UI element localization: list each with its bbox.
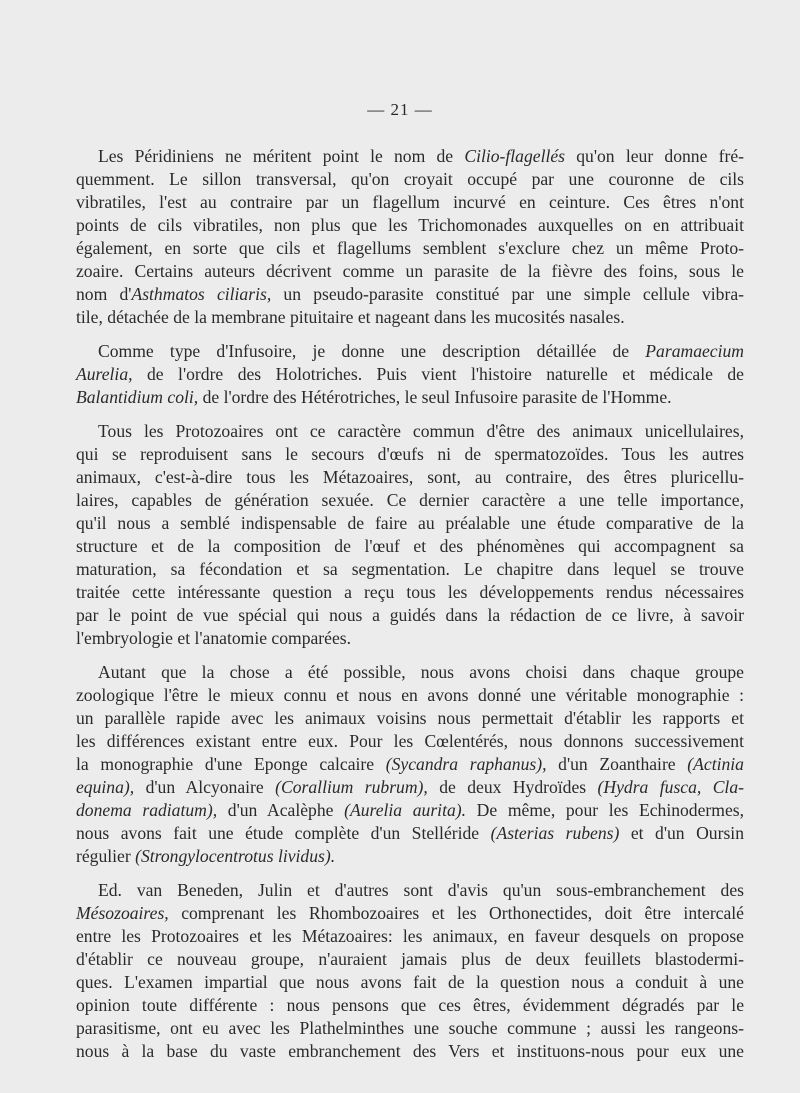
text-run: vibratiles, l'est au contraire par un flagellum incurvé en ceinture. Ces êtres n'ont — [76, 192, 744, 212]
text-line — [76, 581, 744, 604]
text-line — [76, 214, 744, 237]
text-line — [76, 386, 744, 409]
text-run: de deux Hydroïdes — [427, 777, 598, 797]
paragraph-4 — [76, 661, 744, 868]
text-run: quemment. Le sillon transversal, qu'on croyait occupé par une couronne de cils — [76, 169, 744, 189]
text-run: Ed. van Beneden, Julin et d'autres sont d'avis qu'un sous-embranchement des — [98, 880, 744, 900]
body-text — [76, 145, 744, 1074]
text-run: les différences existant entre eux. Pour les Cœlentérés, nous donnons successivement — [76, 731, 744, 751]
text-line — [76, 799, 744, 822]
text-run: nom d' — [76, 284, 132, 304]
text-run: nous à la base du vaste embranchement des Vers et instituons-nous pour eux une — [76, 1041, 744, 1061]
text-line — [76, 948, 744, 971]
text-run: Comme type d'Infusoire, je donne une description détaillée de — [98, 341, 646, 361]
text-line — [76, 191, 744, 214]
text-line — [76, 363, 744, 386]
text-run: Autant que la chose a été possible, nous avons choisi dans chaque groupe — [98, 662, 744, 682]
text-run: la monographie d'une Eponge calcaire — [76, 754, 386, 774]
text-line — [76, 971, 744, 994]
text-line — [76, 684, 744, 707]
italic-term: (Sycandra raphanus), — [385, 754, 547, 774]
text-line — [76, 443, 744, 466]
italic-term: (Actinia — [687, 754, 744, 774]
text-line — [76, 707, 744, 730]
text-run: nous avons fait une étude complète d'un Stelléride — [76, 823, 491, 843]
italic-term: Cilio-flagellés — [464, 146, 566, 166]
text-run: également, en sorte que cils et flagellums semblent s'exclure chez un même Proto- — [76, 238, 744, 258]
text-run: qui se reproduisent sans le secours d'œufs ni de spermatozoïdes. Tous les autres — [76, 444, 744, 464]
text-line — [76, 822, 744, 845]
text-line — [76, 420, 744, 443]
italic-term: Aurelia, — [76, 364, 133, 384]
text-line — [76, 994, 744, 1017]
text-line — [76, 283, 744, 306]
text-line — [76, 489, 744, 512]
text-run: maturation, sa fécondation et sa segmentation. Le chapitre dans lequel se trouve — [76, 559, 744, 579]
text-line — [76, 902, 744, 925]
text-line — [76, 776, 744, 799]
text-line — [76, 1017, 744, 1040]
text-line — [76, 661, 744, 684]
text-line — [76, 535, 744, 558]
text-run: d'établir ce nouveau groupe, n'auraient jamais plus de deux feuillets blastodermi- — [76, 949, 744, 969]
italic-term: Mésozoaires, — [76, 903, 169, 923]
text-run: entre les Protozoaires et les Métazoaires: les animaux, en faveur desquels on propose — [76, 926, 744, 946]
text-run: ques. L'examen impartial que nous avons fait de la question nous a conduit à une — [76, 972, 744, 992]
italic-term: Asthmatos ciliaris, — [131, 284, 272, 304]
text-line — [76, 168, 744, 191]
text-run: tile, détachée de la membrane pituitaire et nageant dans les mucosités nasales. — [76, 307, 625, 327]
italic-term: Paramaecium — [645, 341, 744, 361]
text-run: opinion toute différente : nous pensons que ces êtres, évidemment dégradés par le — [76, 995, 744, 1015]
italic-term: (Asterias rubens) — [490, 823, 620, 843]
page-number: — 21 — — [367, 100, 433, 119]
text-run: un parallèle rapide avec les animaux voisins nous permettait d'établir les rapports et — [76, 708, 744, 728]
paragraph-5 — [76, 879, 744, 1063]
italic-term: Balantidium coli, — [76, 387, 199, 407]
text-line — [76, 627, 744, 650]
text-line — [76, 306, 744, 329]
text-line — [76, 753, 744, 776]
text-run: structure et de la composition de l'œuf et des phénomènes qui accompagnent sa — [76, 536, 744, 556]
text-run: traitée cette intéressante question a reçu tous les développements rendus nécessaires — [76, 582, 744, 602]
text-run: régulier — [76, 846, 136, 866]
text-line — [76, 845, 744, 868]
italic-term: donema radiatum), — [76, 800, 218, 820]
text-line — [76, 260, 744, 283]
text-line — [76, 604, 744, 627]
italic-term: (Strongylocentrotus lividus). — [135, 846, 336, 866]
text-run: zoaire. Certains auteurs décrivent comme un parasite de la fièvre des foins, sous le — [76, 261, 744, 281]
text-run: de l'ordre des Hétérotriches, le seul Infusoire parasite de l'Homme. — [198, 387, 672, 407]
text-line — [76, 466, 744, 489]
text-run: zoologique l'être le mieux connu et nous en avons donné une véritable monographie : — [76, 685, 744, 705]
text-run: parasitisme, ont eu avec les Plathelminthes une souche commune ; aussi les rangeons- — [76, 1018, 744, 1038]
text-run: De même, pour les Echinodermes, — [466, 800, 744, 820]
text-run: qu'il nous a semblé indispensable de faire au préalable une étude comparative de la — [76, 513, 744, 533]
text-run: animaux, c'est-à-dire tous les Métazoaires, sont, au contraire, des êtres pluricellu- — [76, 467, 744, 487]
italic-term: (Aurelia aurita). — [344, 800, 467, 820]
paragraph-1 — [76, 145, 744, 329]
text-line — [76, 925, 744, 948]
italic-term: (Hydra fusca, Cla- — [597, 777, 744, 797]
text-line — [76, 1040, 744, 1063]
text-run: de l'ordre des Holotriches. Puis vient l'histoire naturelle et médicale de — [132, 364, 744, 384]
text-run: d'un Acalèphe — [217, 800, 345, 820]
text-run: d'un Zoanthaire — [546, 754, 688, 774]
text-line — [76, 558, 744, 581]
text-run: qu'on leur donne fré- — [565, 146, 745, 166]
text-run: Les Péridiniens ne méritent point le nom de — [98, 146, 465, 166]
text-run: un pseudo-parasite constitué par une simple cellule vibra- — [271, 284, 744, 304]
paragraph-3 — [76, 420, 744, 650]
text-run: d'un Alcyonaire — [134, 777, 276, 797]
text-run: laires, capables de génération sexuée. Ce dernier caractère a une telle importance, — [76, 490, 744, 510]
text-line — [76, 879, 744, 902]
paragraph-2 — [76, 340, 744, 409]
text-line — [76, 145, 744, 168]
italic-term: equina), — [76, 777, 135, 797]
text-run: comprenant les Rhombozoaires et les Orthonectides, doit être intercalé — [168, 903, 744, 923]
italic-term: (Corallium rubrum), — [275, 777, 428, 797]
text-run: points de cils vibratiles, non plus que les Trichomonades auxquelles on en attribuait — [76, 215, 744, 235]
text-line — [76, 730, 744, 753]
text-run: l'embryologie et l'anatomie comparées. — [76, 628, 352, 648]
text-run: et d'un Oursin — [619, 823, 744, 843]
text-line — [76, 340, 744, 363]
text-run: par le point de vue spécial qui nous a guidés dans la rédaction de ce livre, à savoir — [76, 605, 744, 625]
text-line — [76, 512, 744, 535]
text-run: Tous les Protozoaires ont ce caractère commun d'être des animaux unicellulaires, — [98, 421, 744, 441]
text-line — [76, 237, 744, 260]
